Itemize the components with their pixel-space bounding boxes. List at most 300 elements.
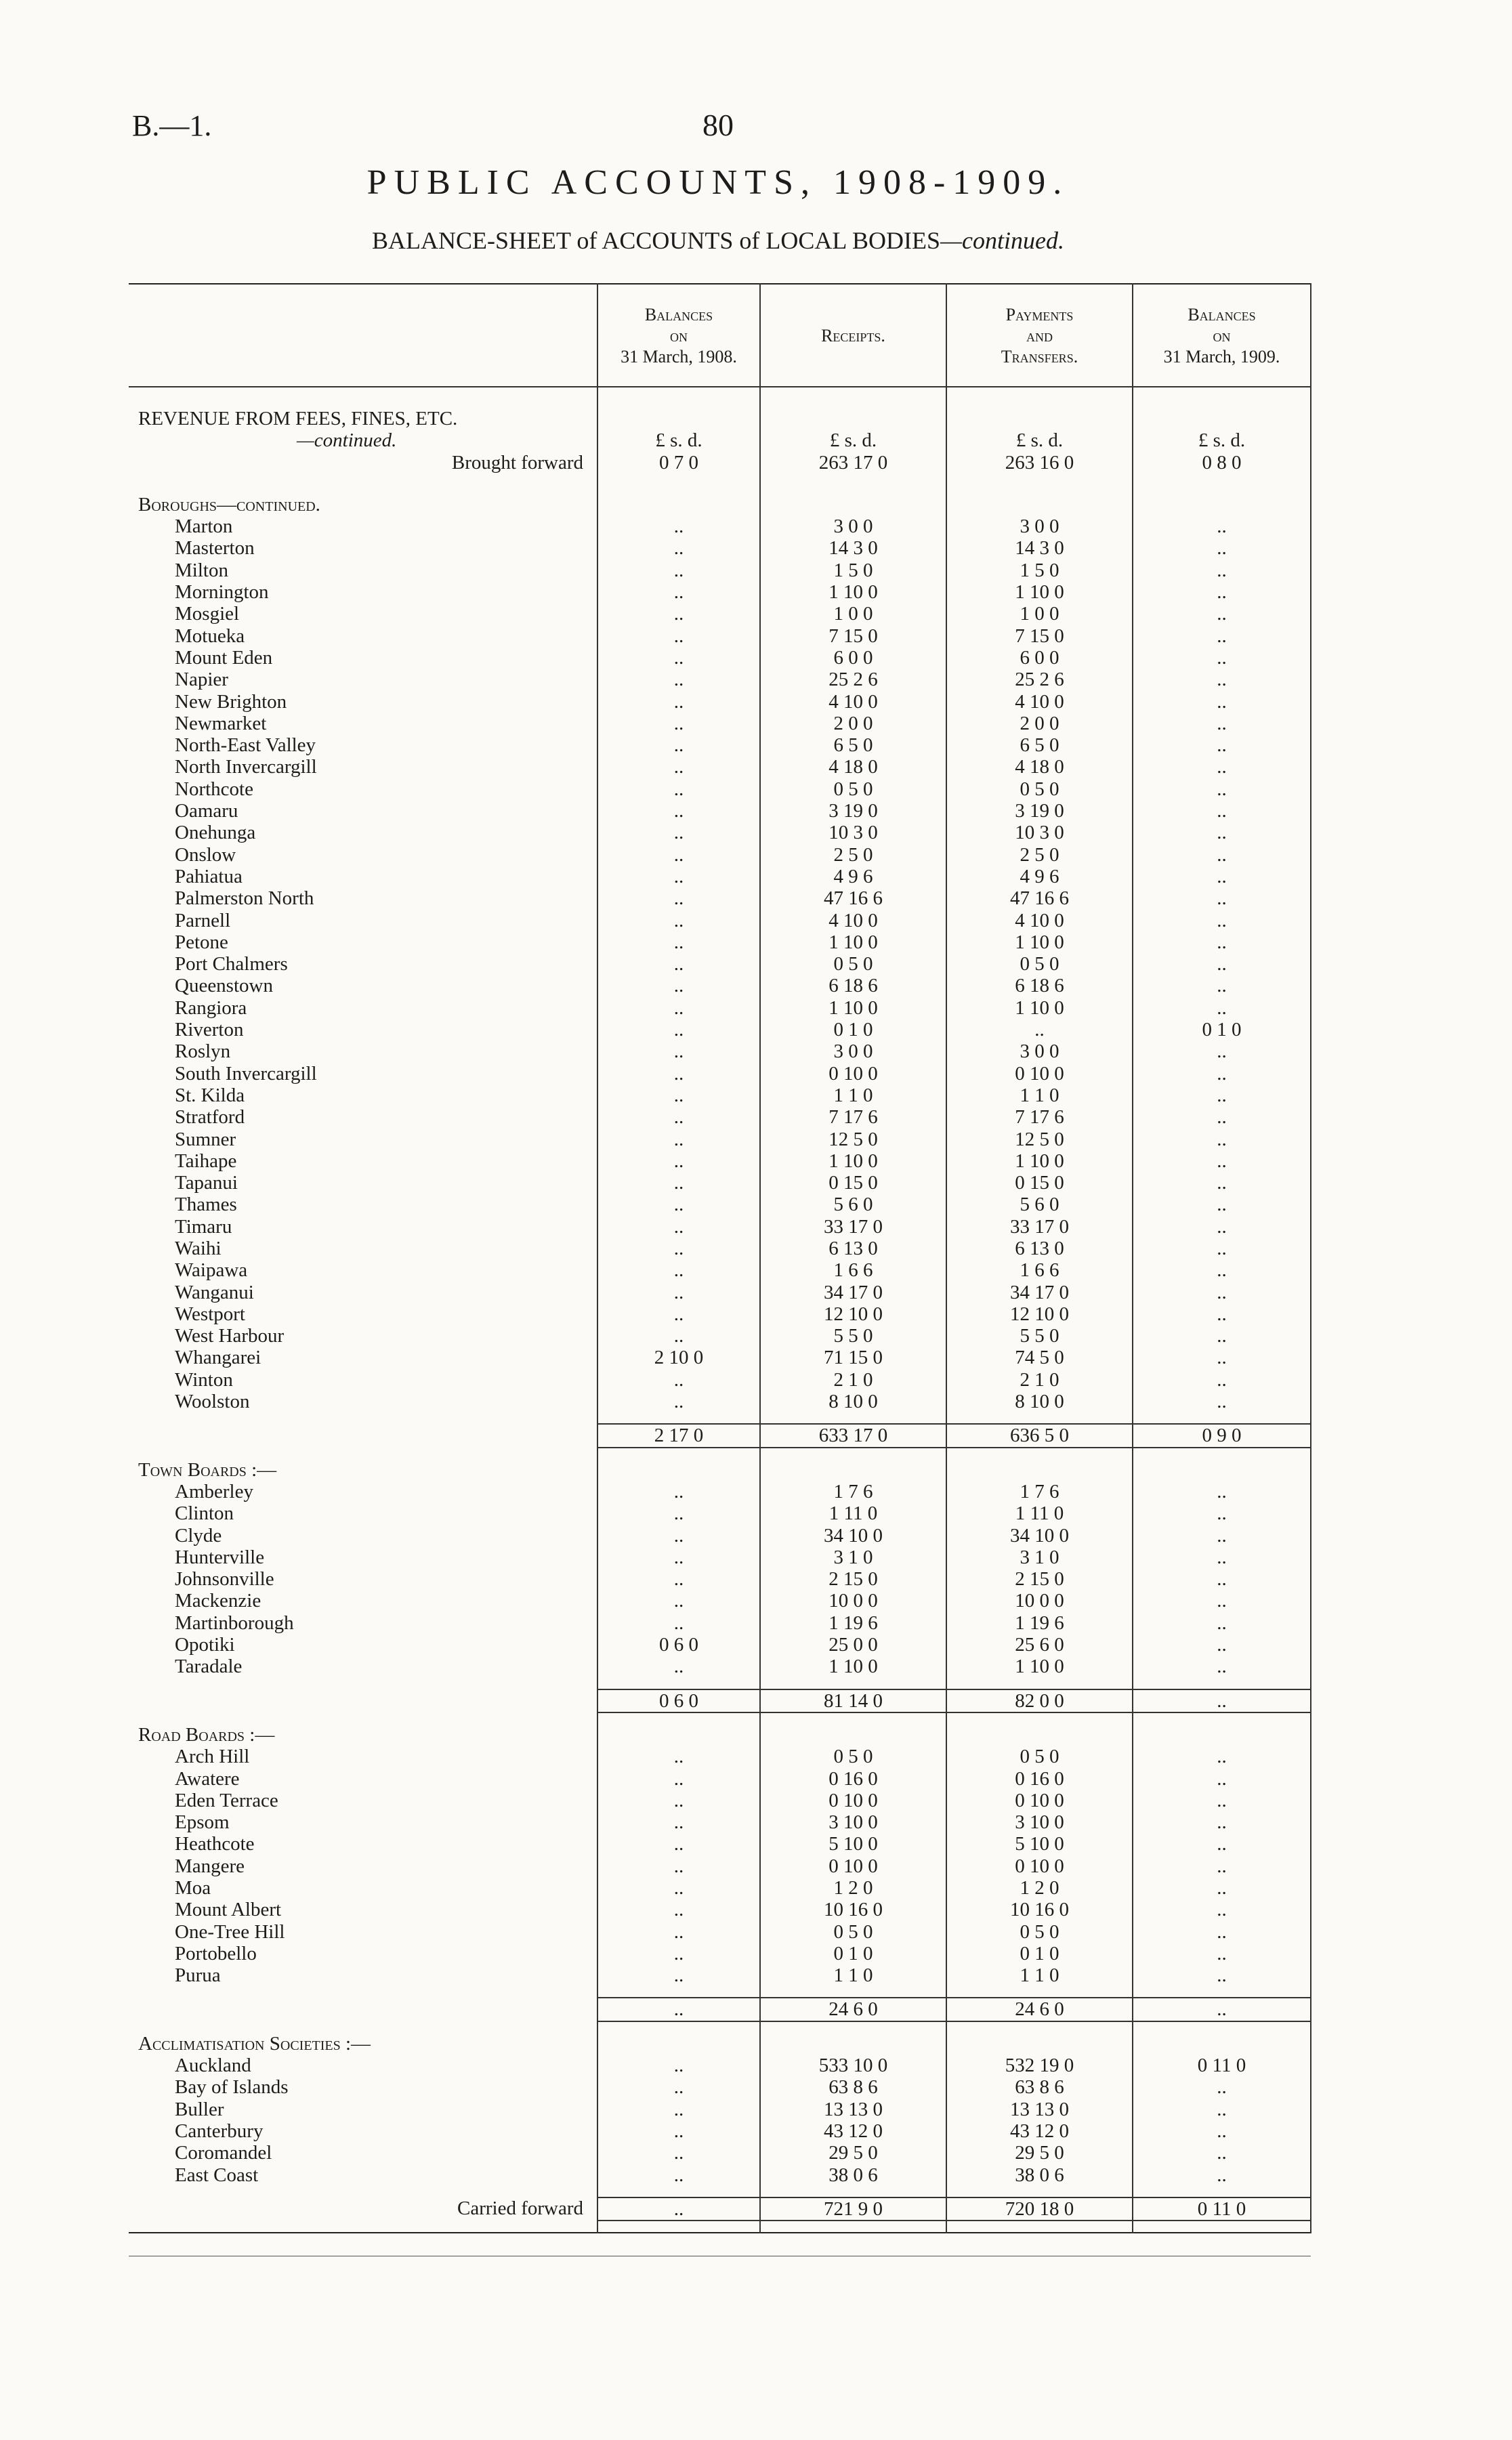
table-row (129, 1964, 1311, 1986)
local-body-name: Heathcote (175, 1833, 255, 1855)
balance-1909-cell: .. (1133, 2142, 1311, 2164)
receipts-cell: 0 1 0 (760, 1943, 946, 1964)
balance-1908-cell: .. (597, 2197, 760, 2221)
balance-1908-cell: .. (597, 1391, 760, 1412)
spacer-cell (597, 387, 760, 408)
receipts-cell: 2 1 0 (760, 1369, 946, 1391)
spacer-cell (760, 2186, 946, 2197)
spacer-cell (946, 1448, 1133, 1459)
receipts-cell: 34 10 0 (760, 1525, 946, 1547)
payments-cell: 1 10 0 (946, 997, 1133, 1019)
balance-1909-cell: .. (1133, 1921, 1311, 1943)
table-row (129, 778, 1311, 800)
payments-cell: 29 5 0 (946, 2142, 1133, 2164)
balance-1908-cell: .. (597, 1369, 760, 1391)
receipts-cell: 1 10 0 (760, 997, 946, 1019)
blank-cell (760, 408, 946, 429)
total-label-blank (129, 1998, 597, 2021)
section-heading-row (129, 1459, 1311, 1481)
spacer-cell (760, 2221, 946, 2233)
col-balances-1908: Balances on 31 March, 1908. (597, 284, 760, 387)
blank-cell (1133, 1724, 1311, 1746)
spacer-cell (597, 2221, 760, 2233)
spacer-cell (1133, 2021, 1311, 2033)
spacer-row (129, 474, 1311, 494)
local-body-name: North Invercargill (175, 756, 317, 778)
payments-cell: 636 5 0 (946, 1424, 1133, 1447)
balance-1908-cell: .. (597, 1877, 760, 1899)
balance-1909-cell: .. (1133, 1040, 1311, 1062)
balance-1909-cell: .. (1133, 975, 1311, 996)
payments-cell: 0 10 0 (946, 1855, 1133, 1877)
local-body-name: New Brighton (175, 690, 287, 713)
spacer-cell (760, 1712, 946, 1724)
receipts-cell: 3 1 0 (760, 1547, 946, 1568)
local-body-name: Mangere (175, 1855, 245, 1877)
payments-cell: 1 19 6 (946, 1612, 1133, 1634)
local-body-name: Bay of Islands (175, 2076, 289, 2099)
balance-1909-cell: .. (1133, 1612, 1311, 1634)
blank-cell (1133, 408, 1311, 429)
receipts-cell: 1 19 6 (760, 1612, 946, 1634)
receipts-cell: 38 0 6 (760, 2164, 946, 2186)
total-label-blank (129, 1689, 597, 1712)
spacer-cell (597, 1412, 760, 1424)
spacer-cell (129, 1712, 597, 1724)
receipts-cell: 4 10 0 (760, 691, 946, 713)
balance-1908-cell: .. (597, 1656, 760, 1677)
table-row (129, 1746, 1311, 1767)
payments-cell: 1 10 0 (946, 581, 1133, 603)
balance-1908-cell: .. (597, 625, 760, 647)
local-body-name: South Invercargill (175, 1062, 317, 1085)
table-row (129, 734, 1311, 756)
balance-sheet-table (129, 283, 1311, 2233)
local-body-name: Mosgiel (175, 603, 240, 625)
balance-1909-cell: .. (1133, 1347, 1311, 1368)
table-row (129, 844, 1311, 866)
balance-1909-cell: .. (1133, 756, 1311, 778)
balance-1909-cell: .. (1133, 1877, 1311, 1899)
local-body-name: Newmarket (175, 712, 267, 734)
payments-cell: 3 0 0 (946, 1040, 1133, 1062)
table-row (129, 800, 1311, 822)
balance-1908-cell: .. (597, 1833, 760, 1855)
blank-cell (1133, 1459, 1311, 1481)
payments-cell: 0 1 0 (946, 1943, 1133, 1964)
spacer-cell (946, 1412, 1133, 1424)
section-total-row (129, 1424, 1311, 1447)
payments-cell: 4 9 6 (946, 866, 1133, 887)
balance-1908-cell: .. (597, 1746, 760, 1767)
payments-cell: 7 15 0 (946, 625, 1133, 647)
local-body-name: Mackenzie (175, 1590, 261, 1612)
spacer-row-top (129, 387, 1311, 408)
balance-1909-cell: .. (1133, 1964, 1311, 1986)
spacer-cell (760, 474, 946, 494)
section-heading: Road Boards :— (138, 1723, 275, 1746)
spacer-cell (1133, 1678, 1311, 1689)
table-row (129, 1612, 1311, 1634)
page-title: PUBLIC ACCOUNTS, 1908-1909. (366, 163, 1070, 202)
blank-cell (946, 494, 1133, 516)
col-receipts: Receipts. (760, 284, 946, 387)
table-row (129, 1525, 1311, 1547)
balance-1908-cell: .. (597, 1921, 760, 1943)
balance-1909-cell: .. (1133, 1768, 1311, 1790)
local-body-name: Masterton (175, 537, 255, 560)
local-body-name: Napier (175, 669, 228, 691)
spacer-cell (946, 2186, 1133, 2197)
payments-cell: 74 5 0 (946, 1347, 1133, 1368)
table-row (129, 2099, 1311, 2120)
table-row (129, 1811, 1311, 1833)
receipts-cell: 0 1 0 (760, 1019, 946, 1040)
section-heading: Boroughs—continued. (138, 493, 320, 516)
spacer-cell (760, 2021, 946, 2033)
spacer-cell (946, 387, 1133, 408)
blank-cell (760, 1459, 946, 1481)
spacer-row (129, 1712, 1311, 1724)
table-row (129, 1019, 1311, 1040)
local-body-name: Waipawa (175, 1259, 248, 1282)
payments-cell: 5 5 0 (946, 1325, 1133, 1347)
table-row (129, 1481, 1311, 1502)
receipts-cell: 3 10 0 (760, 1811, 946, 1833)
balance-1908-cell: .. (597, 778, 760, 800)
spacer-cell (597, 474, 760, 494)
balance-1909-cell: .. (1133, 1194, 1311, 1215)
local-body-name: Milton (175, 559, 228, 581)
payments-cell: 33 17 0 (946, 1216, 1133, 1238)
balance-1908-cell: .. (597, 1525, 760, 1547)
table-row (129, 953, 1311, 975)
receipts-cell: 5 10 0 (760, 1833, 946, 1855)
balance-1908-cell: .. (597, 1150, 760, 1172)
balance-1908-cell: .. (597, 1282, 760, 1303)
balance-1908-cell: .. (597, 2099, 760, 2120)
balance-1908-cell: .. (597, 2120, 760, 2142)
balance-1908-cell: .. (597, 887, 760, 909)
balance-1909-cell: .. (1133, 2164, 1311, 2186)
col-payments: Payments and Transfers. (946, 284, 1133, 387)
spacer-cell (946, 2221, 1133, 2233)
balance-1909-cell: .. (1133, 1590, 1311, 1612)
balance-1909-cell: .. (1133, 931, 1311, 953)
receipts-cell: 6 13 0 (760, 1238, 946, 1259)
local-body-name: Roslyn (175, 1040, 231, 1063)
table-row (129, 1391, 1311, 1412)
payments-cell: 2 1 0 (946, 1369, 1133, 1391)
table-row (129, 2076, 1311, 2098)
payments-cell: 6 5 0 (946, 734, 1133, 756)
blank-cell (1133, 2033, 1311, 2055)
balance-1908-cell: .. (597, 1768, 760, 1790)
payments-cell: 1 10 0 (946, 1150, 1133, 1172)
payments-cell: 34 10 0 (946, 1525, 1133, 1547)
local-body-name: St. Kilda (175, 1084, 245, 1106)
balance-1909-cell: .. (1133, 1325, 1311, 1347)
receipts-cell: 0 10 0 (760, 1063, 946, 1085)
balance-1908-cell: .. (597, 953, 760, 975)
spacer-row (129, 2021, 1311, 2033)
balance-1909-cell: .. (1133, 581, 1311, 603)
payments-cell: 10 3 0 (946, 822, 1133, 843)
payments-cell: 82 0 0 (946, 1689, 1133, 1712)
balance-1908-cell: 0 6 0 (597, 1689, 760, 1712)
table-body (129, 387, 1311, 2233)
page-reference: B.—1. (132, 109, 212, 142)
brought-forward-row (129, 452, 1311, 474)
table-row (129, 2142, 1311, 2164)
table-row (129, 997, 1311, 1019)
receipts-cell: 1 10 0 (760, 1656, 946, 1677)
payments-cell: 4 18 0 (946, 756, 1133, 778)
local-body-name: Motueka (175, 625, 245, 647)
balance-1908-cell: .. (597, 1811, 760, 1833)
balance-1909-cell: .. (1133, 1129, 1311, 1150)
balance-1908-cell: .. (597, 1238, 760, 1259)
table-row (129, 1943, 1311, 1964)
table-row (129, 1194, 1311, 1215)
balance-1908-cell: .. (597, 1790, 760, 1811)
payments-cell: 6 13 0 (946, 1238, 1133, 1259)
section-heading: Acclimatisation Societies :— (138, 2032, 371, 2055)
payments-cell: 7 17 6 (946, 1106, 1133, 1128)
balance-1908-cell: 2 10 0 (597, 1347, 760, 1368)
balance-1908-cell: .. (597, 910, 760, 931)
balance-1909-cell: .. (1133, 560, 1311, 581)
balance-1909-cell: .. (1133, 625, 1311, 647)
table-row (129, 1833, 1311, 1855)
table-row (129, 1790, 1311, 1811)
local-body-name: Purua (175, 1964, 221, 1987)
payments-cell: 0 5 0 (946, 778, 1133, 800)
payments-cell: 3 19 0 (946, 800, 1133, 822)
local-body-name: Tapanui (175, 1172, 238, 1194)
table-row (129, 1238, 1311, 1259)
balance-1909-cell: .. (1133, 1998, 1311, 2021)
balance-1909-cell: .. (1133, 1568, 1311, 1590)
table-row (129, 1768, 1311, 1790)
local-body-name: Opotiki (175, 1634, 235, 1656)
table-row (129, 756, 1311, 778)
total-label-blank (129, 1424, 597, 1447)
payments-cell: 13 13 0 (946, 2099, 1133, 2120)
receipts-cell: 1 1 0 (760, 1964, 946, 1986)
payments-cell: 0 10 0 (946, 1063, 1133, 1085)
section-heading-row (129, 2033, 1311, 2055)
local-body-name: Coromandel (175, 2142, 272, 2164)
payments-cell: 1 5 0 (946, 560, 1133, 581)
table-row (129, 1855, 1311, 1877)
table-row (129, 1369, 1311, 1391)
receipts-cell: 5 6 0 (760, 1194, 946, 1215)
balance-1909-cell: .. (1133, 1502, 1311, 1524)
balance-1908-cell: .. (597, 1259, 760, 1281)
payments-cell: 5 6 0 (946, 1194, 1133, 1215)
receipts-cell: 6 18 6 (760, 975, 946, 996)
local-body-name: Whangarei (175, 1347, 261, 1369)
balance-1908-cell: .. (597, 2055, 760, 2076)
table-row (129, 1259, 1311, 1281)
payments-cell: 10 0 0 (946, 1590, 1133, 1612)
receipts-cell: 263 17 0 (760, 452, 946, 474)
receipts-cell: 0 10 0 (760, 1790, 946, 1811)
payments-cell: .. (946, 1019, 1133, 1040)
payments-cell: 4 10 0 (946, 910, 1133, 931)
payments-cell: 1 1 0 (946, 1964, 1133, 1986)
balance-1908-cell: .. (597, 669, 760, 690)
blank-cell (946, 2033, 1133, 2055)
receipts-cell: 10 16 0 (760, 1899, 946, 1920)
receipts-cell: 1 7 6 (760, 1481, 946, 1502)
balance-1908-cell: .. (597, 1998, 760, 2021)
spacer-cell (129, 2186, 597, 2197)
balance-1908-cell: .. (597, 1063, 760, 1085)
spacer-cell (946, 1986, 1133, 1998)
balance-1909-cell: .. (1133, 1063, 1311, 1085)
local-body-name: Clinton (175, 1502, 234, 1525)
carried-forward-row (129, 2197, 1311, 2221)
table-row (129, 1634, 1311, 1656)
local-body-name: Marton (175, 516, 233, 538)
spacer-cell (129, 1986, 597, 1998)
balance-1908-cell: .. (597, 713, 760, 734)
balance-1909-cell: .. (1133, 1238, 1311, 1259)
table-row (129, 1568, 1311, 1590)
payments-cell: 0 5 0 (946, 1921, 1133, 1943)
receipts-cell: 7 15 0 (760, 625, 946, 647)
receipts-cell: 0 5 0 (760, 1746, 946, 1767)
receipts-cell: 0 16 0 (760, 1768, 946, 1790)
blank-cell (597, 2033, 760, 2055)
table-row (129, 1590, 1311, 1612)
balance-1908-cell: .. (597, 560, 760, 581)
receipts-cell: 47 16 6 (760, 887, 946, 909)
local-body-name: Rangiora (175, 996, 247, 1019)
table-row (129, 1063, 1311, 1085)
payments-cell: 1 11 0 (946, 1502, 1133, 1524)
table-row (129, 647, 1311, 669)
receipts-cell: 0 10 0 (760, 1855, 946, 1877)
payments-cell: 0 15 0 (946, 1172, 1133, 1194)
receipts-cell: 4 9 6 (760, 866, 946, 887)
balance-1909-cell: .. (1133, 1391, 1311, 1412)
balance-1909-cell: .. (1133, 997, 1311, 1019)
receipts-cell: 33 17 0 (760, 1216, 946, 1238)
spacer-cell (760, 1448, 946, 1459)
unit-label: £ s. d. (760, 429, 946, 451)
balance-1909-cell: .. (1133, 1525, 1311, 1547)
spacer-cell (760, 1678, 946, 1689)
balance-1909-cell: .. (1133, 1790, 1311, 1811)
spacer-cell (1133, 2186, 1311, 2197)
receipts-cell: 6 0 0 (760, 647, 946, 669)
balance-1908-cell: .. (597, 1568, 760, 1590)
receipts-cell: 4 10 0 (760, 910, 946, 931)
spacer-cell (129, 387, 597, 408)
section-total-row (129, 1689, 1311, 1712)
receipts-cell: 1 10 0 (760, 931, 946, 953)
blank-cell (946, 408, 1133, 429)
table-row (129, 1877, 1311, 1899)
receipts-cell: 12 10 0 (760, 1303, 946, 1325)
local-body-name: Auckland (175, 2055, 251, 2077)
subtitle-text: BALANCE-SHEET of ACCOUNTS of LOCAL BODIES (372, 227, 941, 254)
spacer-row (129, 1412, 1311, 1424)
receipts-cell: 0 5 0 (760, 953, 946, 975)
receipts-cell: 3 0 0 (760, 1040, 946, 1062)
table-row (129, 887, 1311, 909)
table-row (129, 603, 1311, 625)
receipts-cell: 3 0 0 (760, 516, 946, 537)
section-heading-row (129, 1724, 1311, 1746)
table-row (129, 822, 1311, 843)
table-row (129, 1085, 1311, 1106)
receipts-cell: 6 5 0 (760, 734, 946, 756)
spacer-cell (129, 1678, 597, 1689)
balance-1909-cell: .. (1133, 516, 1311, 537)
payments-cell: 1 2 0 (946, 1877, 1133, 1899)
payments-cell: 263 16 0 (946, 452, 1133, 474)
balance-1909-cell: .. (1133, 1481, 1311, 1502)
spacer-cell (760, 1986, 946, 1998)
page-number: 80 (702, 108, 734, 142)
balance-1908-cell: .. (597, 1899, 760, 1920)
balance-1908-cell: .. (597, 1481, 760, 1502)
balance-1909-cell: .. (1133, 800, 1311, 822)
balance-1909-cell: 0 11 0 (1133, 2055, 1311, 2076)
balance-1909-cell: .. (1133, 1369, 1311, 1391)
receipts-cell: 1 10 0 (760, 581, 946, 603)
spacer-cell (597, 2186, 760, 2197)
balance-1909-cell: .. (1133, 537, 1311, 559)
payments-cell: 5 10 0 (946, 1833, 1133, 1855)
spacer-cell (946, 2021, 1133, 2033)
subtitle-continued: —continued. (940, 227, 1064, 254)
local-body-name: Woolston (175, 1391, 250, 1413)
balance-1908-cell: .. (597, 2142, 760, 2164)
spacer-cell (760, 1412, 946, 1424)
revenue-heading: REVENUE FROM FEES, FINES, ETC. (138, 408, 458, 429)
payments-cell: 14 3 0 (946, 537, 1133, 559)
balance-1908-cell: .. (597, 1502, 760, 1524)
local-body-name: Sumner (175, 1128, 236, 1150)
receipts-cell: 8 10 0 (760, 1391, 946, 1412)
balance-1908-cell: .. (597, 1590, 760, 1612)
payments-cell: 1 10 0 (946, 1656, 1133, 1677)
balance-1908-cell: .. (597, 647, 760, 669)
local-body-name: Mornington (175, 581, 269, 604)
balance-1909-cell: .. (1133, 1150, 1311, 1172)
local-body-name: Thames (175, 1194, 237, 1216)
balance-1908-cell: .. (597, 1855, 760, 1877)
local-body-name: Onehunga (175, 822, 256, 844)
spacer-row (129, 1448, 1311, 1459)
spacer-row (129, 1986, 1311, 1998)
spacer-cell (1133, 1448, 1311, 1459)
payments-cell: 43 12 0 (946, 2120, 1133, 2142)
balance-1908-cell: .. (597, 756, 760, 778)
payments-cell: 25 2 6 (946, 669, 1133, 690)
receipts-cell: 10 0 0 (760, 1590, 946, 1612)
blank-cell (760, 2033, 946, 2055)
blank-cell (760, 1724, 946, 1746)
balance-1908-cell: .. (597, 603, 760, 625)
local-body-name: Awatere (175, 1767, 240, 1790)
local-body-name: East Coast (175, 2164, 259, 2186)
